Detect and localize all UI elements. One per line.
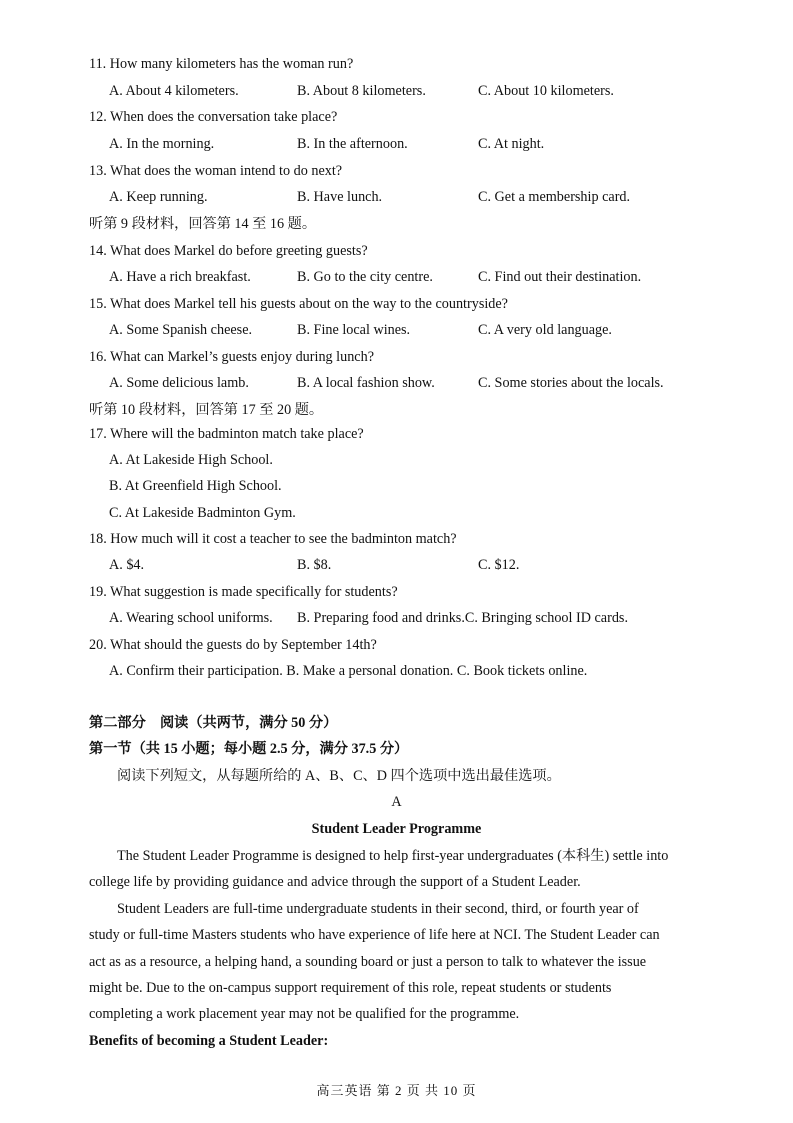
paragraph-2-line: might be. Due to the on-campus support requirement of this role, repeat students or students bbox=[89, 979, 612, 996]
q12-option-b: B. In the afternoon. bbox=[297, 136, 408, 152]
q18-option-c: C. $12. bbox=[478, 557, 520, 573]
q14-option-b: B. Go to the city centre. bbox=[297, 269, 433, 285]
q14-option-c: C. Find out their destination. bbox=[478, 269, 642, 285]
q15-option-b: B. Fine local wines. bbox=[297, 322, 411, 338]
q15-option-c: C. A very old language. bbox=[478, 322, 612, 338]
paragraph-2-line: act as as a resource, a helping hand, a sounding board or just a person to talk to whatever the issue bbox=[89, 953, 647, 970]
q13-option-b: B. Have lunch. bbox=[297, 189, 383, 205]
passage-letter: A bbox=[391, 794, 402, 810]
q20-options: A. Confirm their participation. B. Make a personal donation. C. Book tickets online. bbox=[109, 663, 588, 679]
paragraph-2-line: study or full-time Masters students who have experience of life here at NCI. The Student Leader can bbox=[89, 927, 660, 944]
q17-option-c: C. At Lakeside Badminton Gym. bbox=[109, 505, 296, 521]
passage-title: Student Leader Programme bbox=[311, 821, 482, 837]
reading-instruction: 阅读下列短文，从每题所给的 A、B、C、D 四个选项中选出最佳选项。 bbox=[117, 768, 561, 784]
part-2-title: 第二部分 阅读（共两节，满分 50 分） bbox=[89, 715, 338, 731]
q11-option-b: B. About 8 kilometers. bbox=[297, 83, 426, 99]
question-16: 16. What can Markel’s guests enjoy during lunch? bbox=[89, 349, 374, 365]
q16-option-b: B. A local fashion show. bbox=[297, 375, 435, 391]
q12-option-a: A. In the morning. bbox=[109, 136, 215, 152]
q18-option-a: A. $4. bbox=[109, 557, 145, 573]
q14-option-a: A. Have a rich breakfast. bbox=[109, 269, 251, 285]
benefits-heading: Benefits of becoming a Student Leader: bbox=[89, 1033, 329, 1049]
question-19: 19. What suggestion is made specifically for students? bbox=[89, 584, 398, 600]
q12-option-c: C. At night. bbox=[478, 136, 545, 152]
q17-option-b: B. At Greenfield High School. bbox=[109, 478, 282, 494]
q13-option-a: A. Keep running. bbox=[109, 189, 208, 205]
q16-option-a: A. Some delicious lamb. bbox=[109, 375, 249, 391]
q19-options-bc: B. Preparing food and drinks.C. Bringing school ID cards. bbox=[297, 610, 628, 626]
question-20: 20. What should the guests do by September 14th? bbox=[89, 637, 377, 653]
paragraph-2 bbox=[89, 896, 697, 1027]
question-13: 13. What does the woman intend to do next? bbox=[89, 163, 343, 179]
q11-option-c: C. About 10 kilometers. bbox=[478, 83, 614, 99]
question-18: 18. How much will it cost a teacher to see the badminton match? bbox=[89, 531, 457, 547]
q13-option-c: C. Get a membership card. bbox=[478, 189, 631, 205]
question-11: 11. How many kilometers has the woman run? bbox=[89, 56, 354, 72]
paragraph-1-line: The Student Leader Programme is designed to help first-year undergraduates (本科生) settle into bbox=[117, 848, 669, 864]
paragraph-1-line: college life by providing guidance and advice through the support of a Student Leader. bbox=[89, 874, 581, 891]
question-15: 15. What does Markel tell his guests about on the way to the countryside? bbox=[89, 296, 508, 312]
q18-option-b: B. $8. bbox=[297, 557, 332, 573]
question-17: 17. Where will the badminton match take place? bbox=[89, 426, 364, 442]
q19-option-a: A. Wearing school uniforms. bbox=[109, 610, 273, 626]
paragraph-1 bbox=[89, 843, 697, 896]
paragraph-2-line: completing a work placement year may not be qualified for the programme. bbox=[89, 1006, 520, 1023]
q11-option-a: A. About 4 kilometers. bbox=[109, 83, 239, 99]
page-footer: 高三英语 第 2 页 共 10 页 bbox=[316, 1083, 477, 1098]
section-9-instruction: 听第 9 段材料，回答第 14 至 16 题。 bbox=[89, 216, 317, 232]
question-12: 12. When does the conversation take place? bbox=[89, 109, 338, 125]
section-10-instruction: 听第 10 段材料，回答第 17 至 20 题。 bbox=[89, 402, 324, 418]
q15-option-a: A. Some Spanish cheese. bbox=[109, 322, 253, 338]
question-14: 14. What does Markel do before greeting guests? bbox=[89, 243, 368, 259]
q16-option-c: C. Some stories about the locals. bbox=[478, 375, 664, 391]
q17-option-a: A. At Lakeside High School. bbox=[109, 452, 273, 468]
paragraph-2-line: Student Leaders are full-time undergraduate students in their second, third, or fourth year of bbox=[117, 901, 639, 917]
section-1-title: 第一节（共 15 小题；每小题 2.5 分，满分 37.5 分） bbox=[89, 741, 409, 757]
